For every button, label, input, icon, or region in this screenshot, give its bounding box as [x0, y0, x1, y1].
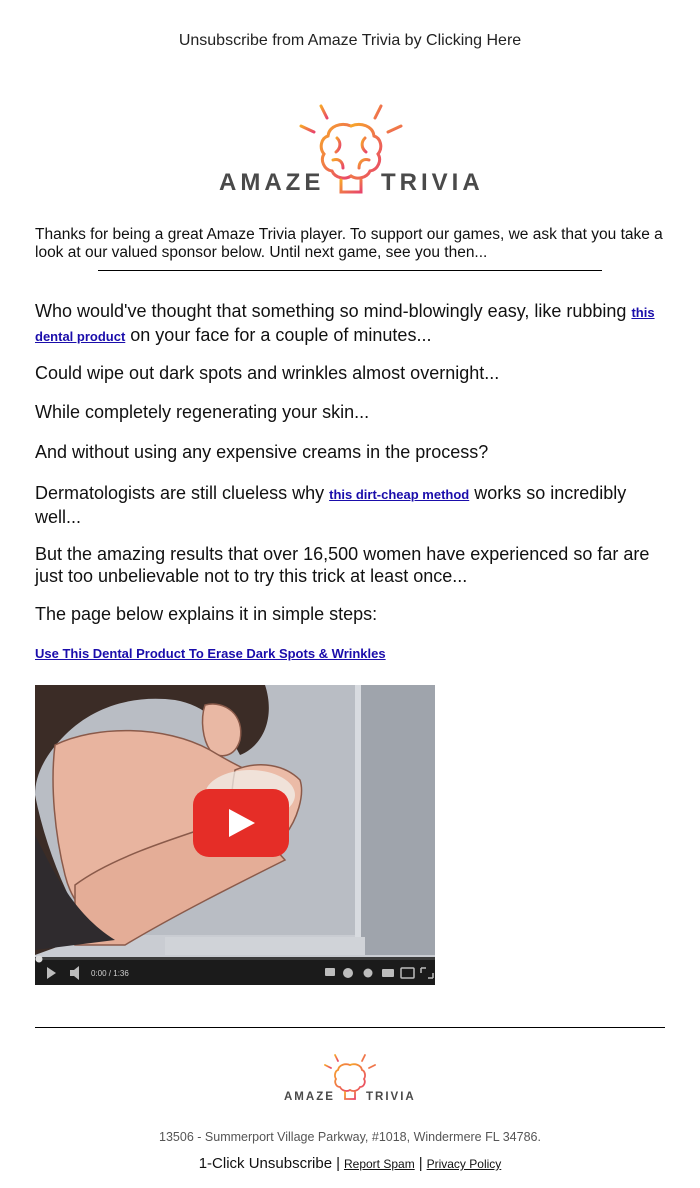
one-click-unsubscribe-link[interactable]: 1-Click Unsubscribe: [198, 1155, 333, 1172]
dental-product-link[interactable]: this dental product: [35, 305, 655, 344]
paragraph-text: on your face for a couple of minutes...: [125, 325, 432, 345]
footer-separator: |: [418, 1155, 423, 1172]
intro-text: Thanks for being a great Amaze Trivia player. To support our games, we ask that you take a look at our valued sponsor below. Until next game, see you then...: [35, 226, 663, 261]
unsubscribe-top-link[interactable]: Unsubscribe from Amaze Trivia by Clicking Here: [178, 32, 522, 49]
footer-address: 13506 - Summerport Village Parkway, #1018, Windermere FL 34786.: [159, 1130, 541, 1144]
logo-word-trivia: TRIVIA: [381, 169, 484, 196]
privacy-policy-link[interactable]: Privacy Policy: [426, 1157, 502, 1171]
dirt-cheap-method-link[interactable]: this dirt-cheap method: [329, 487, 470, 502]
youtube-play-icon[interactable]: [193, 789, 289, 857]
logo-word-trivia: TRIVIA: [366, 1091, 416, 1103]
article-paragraph-6: But the amazing results that over 16,500 women have experienced so far are just too unbelievable not to try this trick at least once...: [35, 544, 650, 586]
article-paragraph-5: [35, 482, 667, 528]
article-paragraph-1: [35, 300, 667, 348]
paragraph-text: Dermatologists are still clueless why: [35, 483, 330, 503]
divider: [98, 270, 602, 271]
video-thumbnail[interactable]: [35, 685, 435, 985]
footer-divider: [35, 1027, 665, 1028]
video-time: 0:00 / 1:36: [91, 969, 129, 978]
article-paragraph-3: While completely regenerating your skin...: [35, 402, 370, 422]
footer-logo: [282, 1048, 418, 1108]
logo-word-amaze: AMAZE: [284, 1091, 335, 1103]
cta-link[interactable]: Use This Dental Product To Erase Dark Spots & Wrinkles: [35, 646, 386, 661]
article-paragraph-2: Could wipe out dark spots and wrinkles almost overnight...: [35, 363, 500, 383]
report-spam-link[interactable]: Report Spam: [343, 1157, 415, 1171]
amaze-trivia-logo: [215, 92, 487, 204]
paragraph-text: Who would've thought that something so mind-blowingly easy, like rubbing: [35, 301, 632, 321]
video-illustration: [35, 685, 435, 985]
article-paragraph-7: The page below explains it in simple steps:: [35, 604, 378, 624]
paragraph-text: works so incredibly well...: [35, 483, 627, 527]
article-paragraph-4: And without using any expensive creams in the process?: [35, 442, 489, 462]
logo-word-amaze: AMAZE: [219, 169, 325, 196]
footer-links: [0, 1155, 700, 1172]
footer-separator: |: [336, 1155, 340, 1172]
